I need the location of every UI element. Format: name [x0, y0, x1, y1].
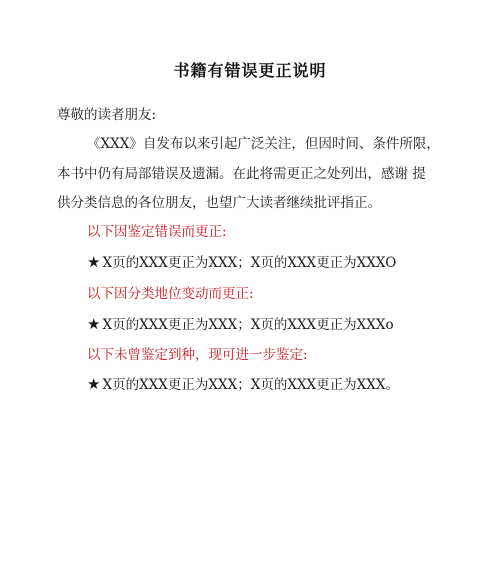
correction-item-1 — [87, 252, 396, 273]
page-title: 书籍有错误更正说明 — [173, 61, 327, 80]
correction-text: X页的XXX更正为XXX；X页的XXX更正为XXXO — [102, 255, 397, 271]
correction-item-3 — [87, 374, 399, 395]
greeting: 尊敬的读者朋友: — [57, 107, 157, 123]
correction-text: X页的XXX更正为XXX；X页的XXX更正为XXXo — [102, 317, 394, 333]
paragraph-line-3: 供分类信息的各位朋友，也望广大读者继续批评指正。 — [57, 195, 381, 211]
star-icon: ★ — [87, 253, 101, 271]
paragraph-line-2: 本书中仍有局部错误及遗漏。在此将需更正之处列出，感谢 提 — [57, 166, 426, 182]
correction-text: X页的XXX更正为XXX；X页的XXX更正为XXX。 — [102, 377, 400, 393]
star-icon: ★ — [87, 315, 101, 333]
correction-item-2 — [87, 314, 394, 335]
section-heading-classification-change: 以下因分类地位变动而更正: — [87, 286, 254, 302]
paragraph-line-1: 《XXX》自发布以来引起广泛关注，但因时间、条件所限， — [87, 136, 440, 152]
section-heading-further-identification: 以下未曾鉴定到种，现可进一步鉴定: — [87, 347, 308, 363]
star-icon: ★ — [87, 375, 101, 393]
section-heading-identification-error: 以下因鉴定错误而更正: — [87, 224, 227, 240]
